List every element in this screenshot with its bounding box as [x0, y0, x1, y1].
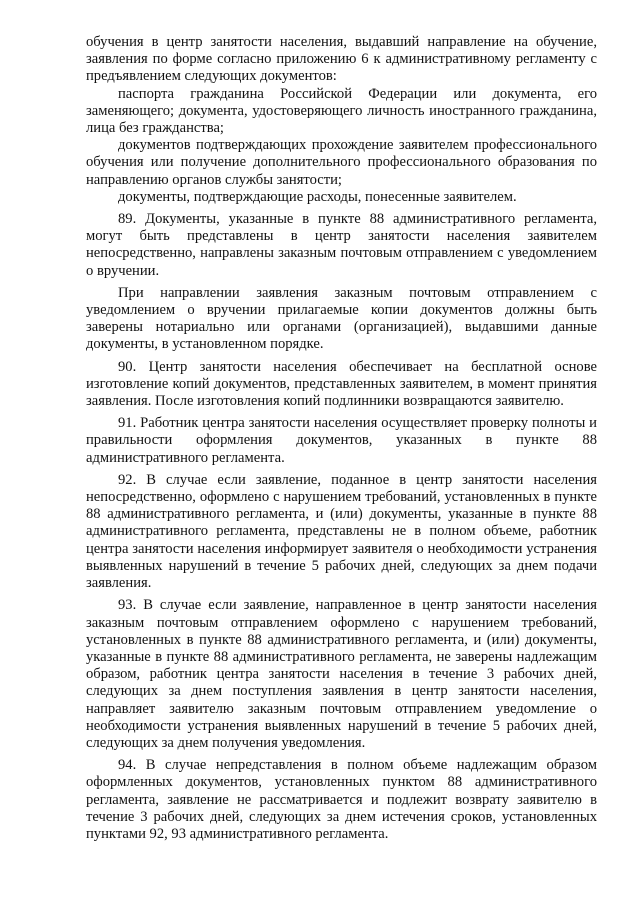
paragraph-93: 93. В случае если заявление, направленное в центр занятости населения заказным почтовым отправлением оформлено с нарушением требований, установленных в пункте 88 административного регламента, и (или) документы, указанные в пункте 88 административного регламента, не заверены надлежащим образом, работник центра занятости населения в течение 3 рабочих дней, следующих за днем поступления заявления в центр занятости населения, направляет заявителю заказным почтовым отправлением уведомление о необходимости устранения выявленных нарушений в течение 5 рабочих дней, следующих за днем получения уведомления. — [86, 597, 597, 751]
paragraph-94: 94. В случае непредставления в полном объеме надлежащим образом оформленных документов, установленных пунктом 88 административного регламента, заявление не рассматривается и подлежит возврату заявителю в течение 3 рабочих дней, следующих за днем истечения сроков, установленных пунктами 92, 93 административного регламента. — [86, 757, 597, 842]
paragraph-89-mail: При направлении заявления заказным почтовым отправлением с уведомлением о вручении прилагаемые копии документов должны быть заверены нотариально или органами (организацией), выдавшими данные документы, в установленном порядке. — [86, 284, 597, 353]
paragraph-intro-continuation: обучения в центр занятости населения, выдавший направление на обучение, заявления по форме согласно приложению 6 к административному регламенту с предъявлением следующих документов: — [86, 34, 597, 85]
document-page — [86, 34, 597, 843]
paragraph-91: 91. Работник центра занятости населения осуществляет проверку полноты и правильности оформления документов, указанных в пункте 88 административного регламента. — [86, 415, 597, 466]
paragraph-90: 90. Центр занятости населения обеспечивает на бесплатной основе изготовление копий документов, представленных заявителем, в момент принятия заявления. После изготовления копий подлинники возвращаются заявителю. — [86, 358, 597, 410]
paragraph-expense-documents: документы, подтверждающие расходы, понесенные заявителем. — [118, 188, 517, 205]
paragraph-training-documents: документов подтверждающих прохождение заявителем профессионального обучения или получение дополнительного профессионального образования по направлению органов службы занятости; — [86, 137, 597, 188]
paragraph-92: 92. В случае если заявление, поданное в центр занятости населения непосредственно, оформлено с нарушением требований, установленных в пункте 88 административного регламента, и (или) документы, указанные в пункте 88 административного регламента, представлены не в полном объеме, работник центра занятости населения информирует заявителя о необходимости устранения выявленных нарушений в течение 5 рабочих дней, следующих за днем подачи заявления. — [86, 471, 597, 592]
paragraph-89: 89. Документы, указанные в пункте 88 административного регламента, могут быть представлены в центр занятости населения заявителем непосредственно, направлены заказным почтовым отправлением с уведомлением о вручении. — [86, 211, 597, 279]
paragraph-passport: паспорта гражданина Российской Федерации или документа, его заменяющего; документа, удостоверяющего личность иностранного гражданина, лица без гражданства; — [86, 85, 597, 137]
